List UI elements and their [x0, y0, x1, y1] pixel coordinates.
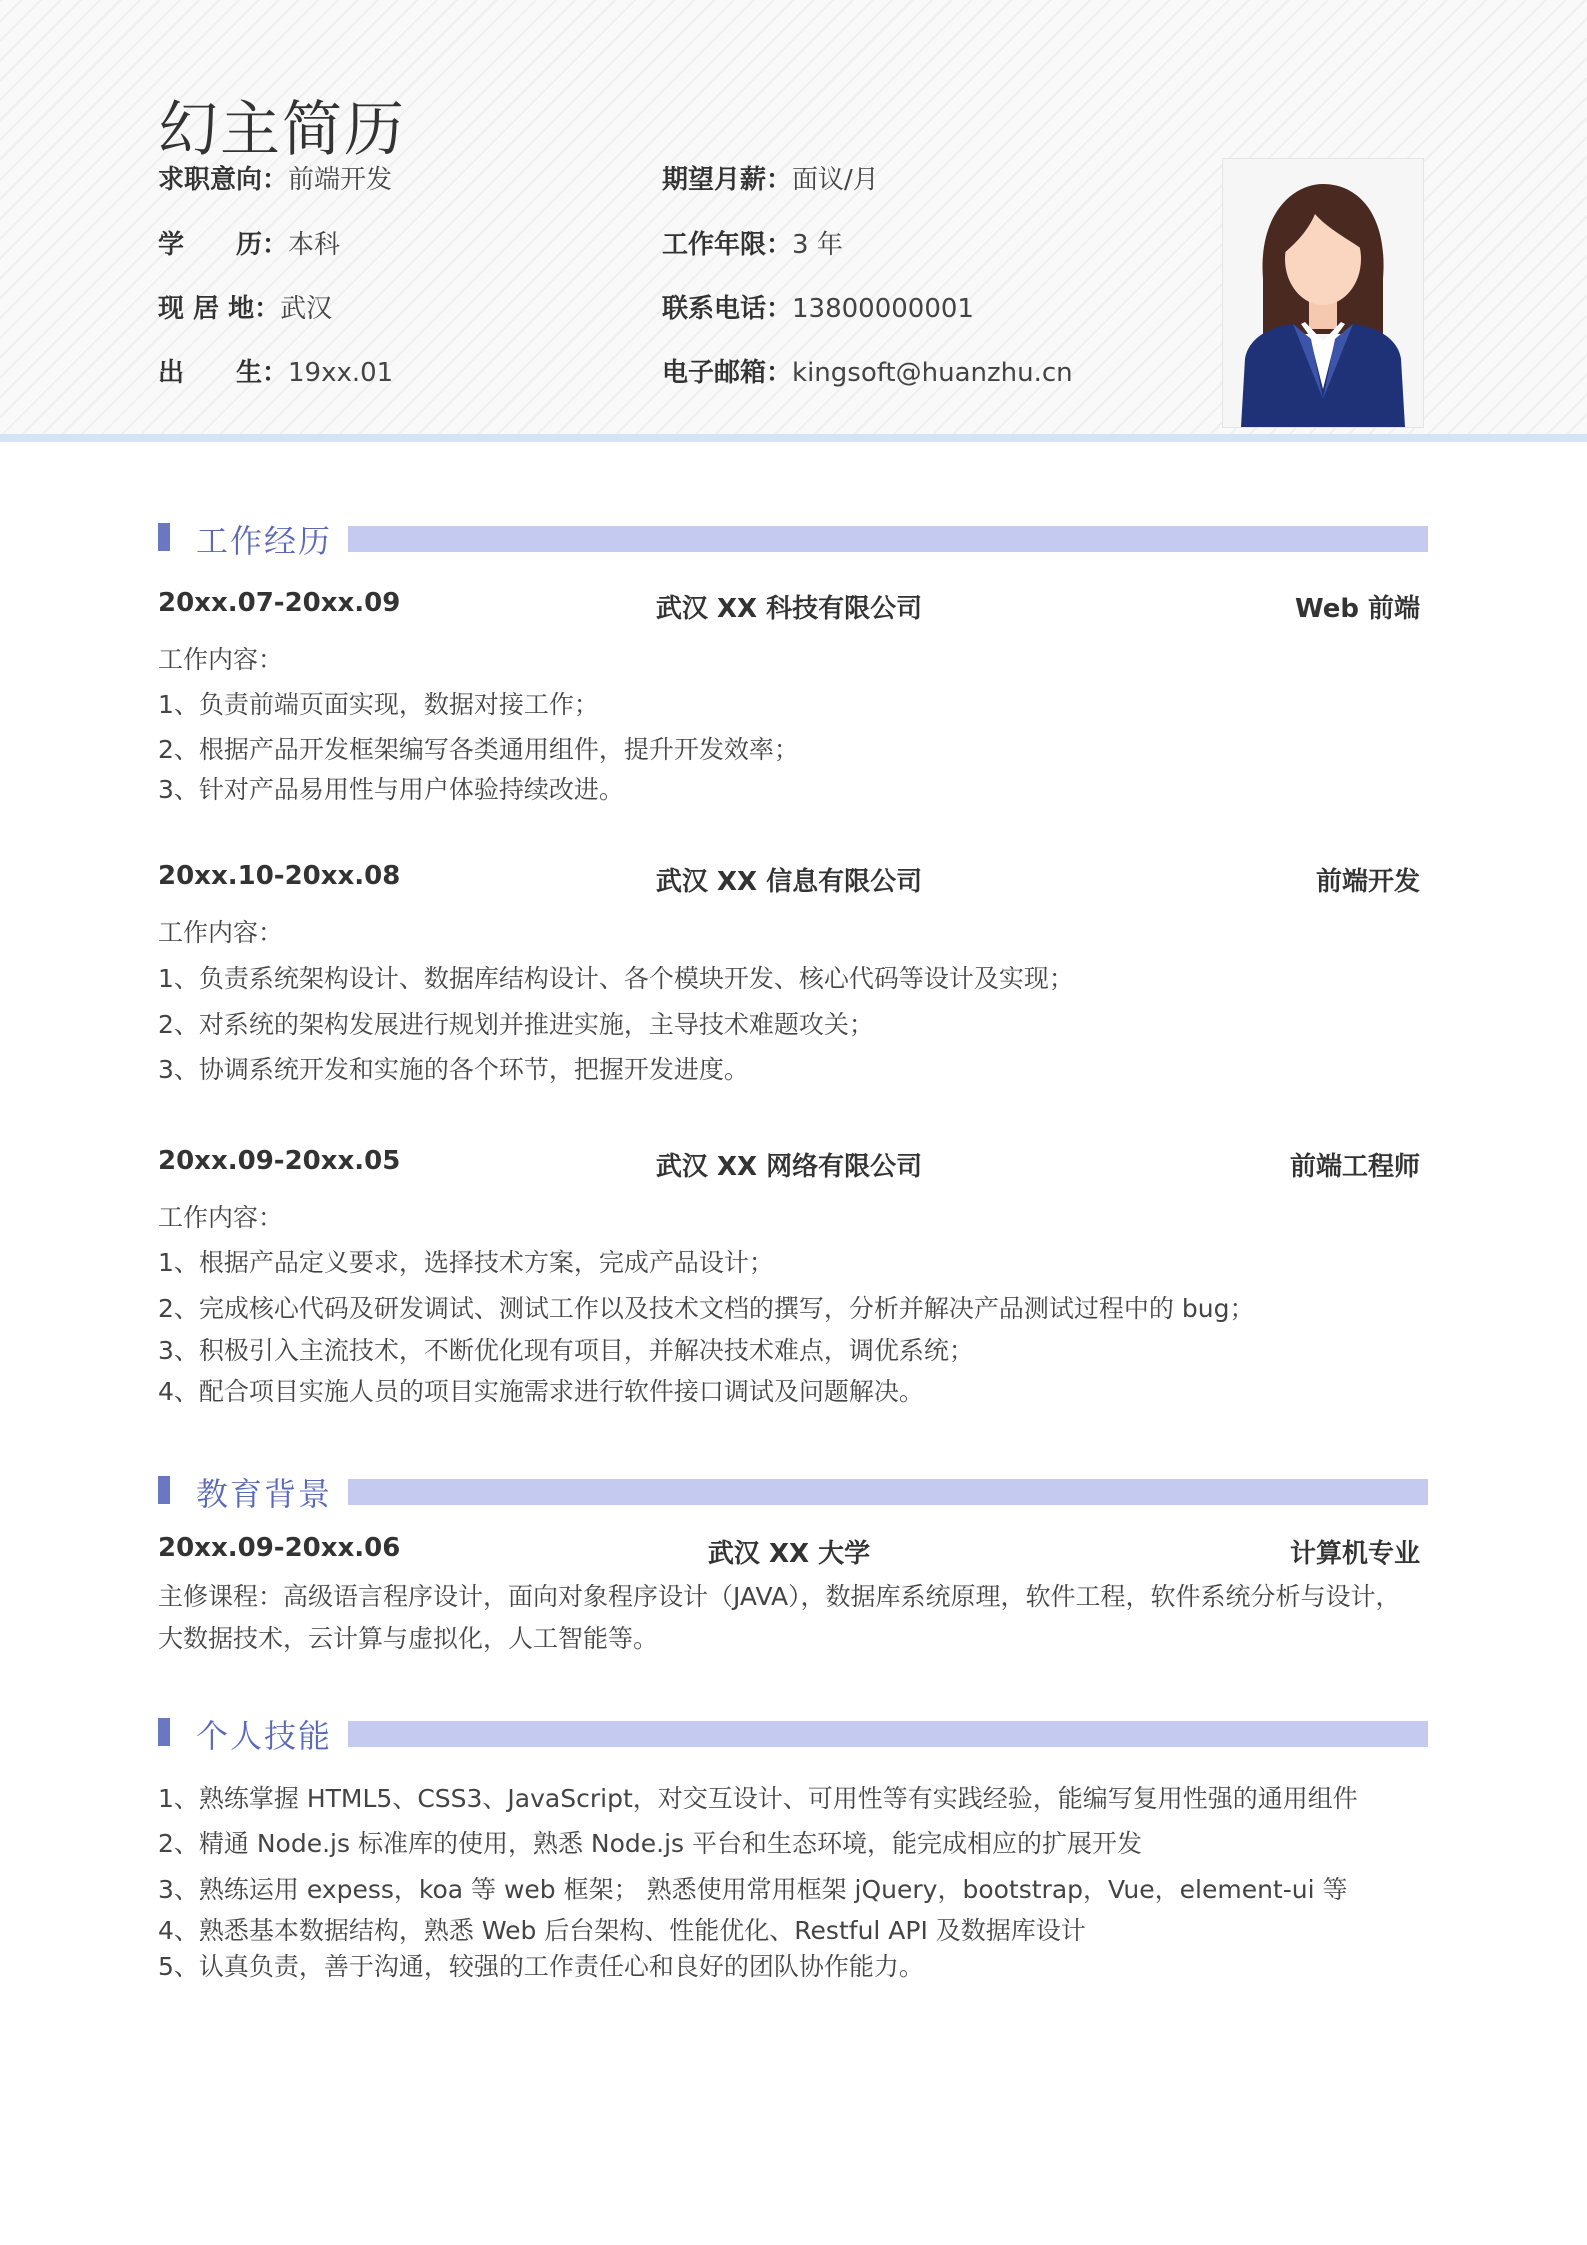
info-birth: 出 生：19xx.01: [158, 358, 394, 388]
job-item: 4、配合项目实施人员的项目实施需求进行软件接口调试及问题解决。: [158, 1377, 924, 1406]
info-residence: 现 居 地：武汉: [158, 294, 333, 324]
job-role: Web 前端: [1294, 594, 1420, 624]
job-role: 前端工程师: [1289, 1152, 1420, 1182]
avatar: [1222, 158, 1424, 428]
section-header-skills: [158, 1715, 1428, 1755]
section-title: 个人技能: [196, 1717, 333, 1755]
skill-item: 4、熟悉基本数据结构，熟悉 Web 后台架构、性能优化、Restful API 及数据库设计: [158, 1916, 1086, 1945]
job-company: 武汉 XX 信息有限公司: [655, 867, 923, 897]
section-bar: [348, 1721, 1428, 1747]
section-header-education: [158, 1473, 1428, 1513]
resume-title: 幻主简历: [158, 95, 406, 165]
info-job-intent: 求职意向：前端开发: [158, 165, 393, 195]
job-company: 武汉 XX 科技有限公司: [655, 594, 923, 624]
edu-period: 20xx.09-20xx.06: [158, 1533, 401, 1563]
edu-courses: 主修课程：高级语言程序设计，面向对象程序设计（JAVA），数据库系统原理，软件工程，软件系统分析与设计，大数据技术，云计算与虚拟化，人工智能等。: [158, 1582, 1401, 1653]
section-header-work: [158, 520, 1428, 560]
skill-item: 1、熟练掌握 HTML5、CSS3、JavaScript，对交互设计、可用性等有实践经验，能编写复用性强的通用组件: [158, 1784, 1358, 1813]
job-item: 1、根据产品定义要求，选择技术方案，完成产品设计；: [158, 1248, 774, 1277]
skill-item: 2、精通 Node.js 标准库的使用，熟悉 Node.js 平台和生态环境，能完成相应的扩展开发: [158, 1829, 1143, 1858]
info-phone: 联系电话：13800000001: [662, 294, 974, 324]
skill-item: 3、熟练运用 expess，koa 等 web 框架； 熟悉使用常用框架 jQuery，bootstrap，Vue，element-ui 等: [158, 1875, 1348, 1904]
section-title: 工作经历: [196, 522, 333, 560]
job-role: 前端开发: [1315, 867, 1420, 897]
section-marker: [158, 523, 170, 551]
section-bar: [348, 526, 1428, 552]
job-content-label: 工作内容：: [158, 645, 284, 674]
job-item: 3、针对产品易用性与用户体验持续改进。: [158, 775, 624, 804]
skill-item: 5、认真负责，善于沟通，较强的工作责任心和良好的团队协作能力。: [158, 1952, 924, 1981]
job-item: 2、对系统的架构发展进行规划并推进实施，主导技术难题攻关；: [158, 1010, 874, 1039]
section-title: 教育背景: [196, 1475, 333, 1513]
job-item: 2、完成核心代码及研发调试、测试工作以及技术文档的撰写，分析并解决产品测试过程中的 bug；: [158, 1294, 1255, 1323]
section-marker: [158, 1718, 170, 1746]
job-item: 3、积极引入主流技术，不断优化现有项目，并解决技术难点，调优系统；: [158, 1336, 974, 1365]
edu-row: [158, 1533, 1420, 1567]
info-email: 电子邮箱：kingsoft@huanzhu.cn: [662, 358, 1073, 388]
edu-major: 计算机专业: [1289, 1539, 1420, 1569]
job-item: 1、负责前端页面实现，数据对接工作；: [158, 690, 599, 719]
job-item: 3、协调系统开发和实施的各个环节，把握开发进度。: [158, 1055, 749, 1084]
info-salary: 期望月薪：面议/月: [662, 165, 879, 195]
job-row: [158, 588, 1420, 622]
info-years: 工作年限：3 年: [662, 230, 843, 260]
job-item: 1、负责系统架构设计、数据库结构设计、各个模块开发、核心代码等设计及实现；: [158, 964, 1074, 993]
info-education: 学 历：本科: [158, 230, 341, 260]
job-content-label: 工作内容：: [158, 1203, 284, 1232]
job-item: 2、根据产品开发框架编写各类通用组件，提升开发效率；: [158, 735, 799, 764]
job-row: [158, 1146, 1420, 1180]
job-company: 武汉 XX 网络有限公司: [655, 1152, 923, 1182]
job-period: 20xx.09-20xx.05: [158, 1146, 401, 1176]
section-bar: [348, 1479, 1428, 1505]
job-content-label: 工作内容：: [158, 918, 284, 947]
avatar-illustration: [1223, 159, 1423, 427]
section-marker: [158, 1476, 170, 1504]
job-period: 20xx.10-20xx.08: [158, 861, 401, 891]
header-divider: [0, 434, 1587, 442]
job-row: [158, 861, 1420, 895]
edu-school: 武汉 XX 大学: [707, 1539, 871, 1569]
job-period: 20xx.07-20xx.09: [158, 588, 401, 618]
